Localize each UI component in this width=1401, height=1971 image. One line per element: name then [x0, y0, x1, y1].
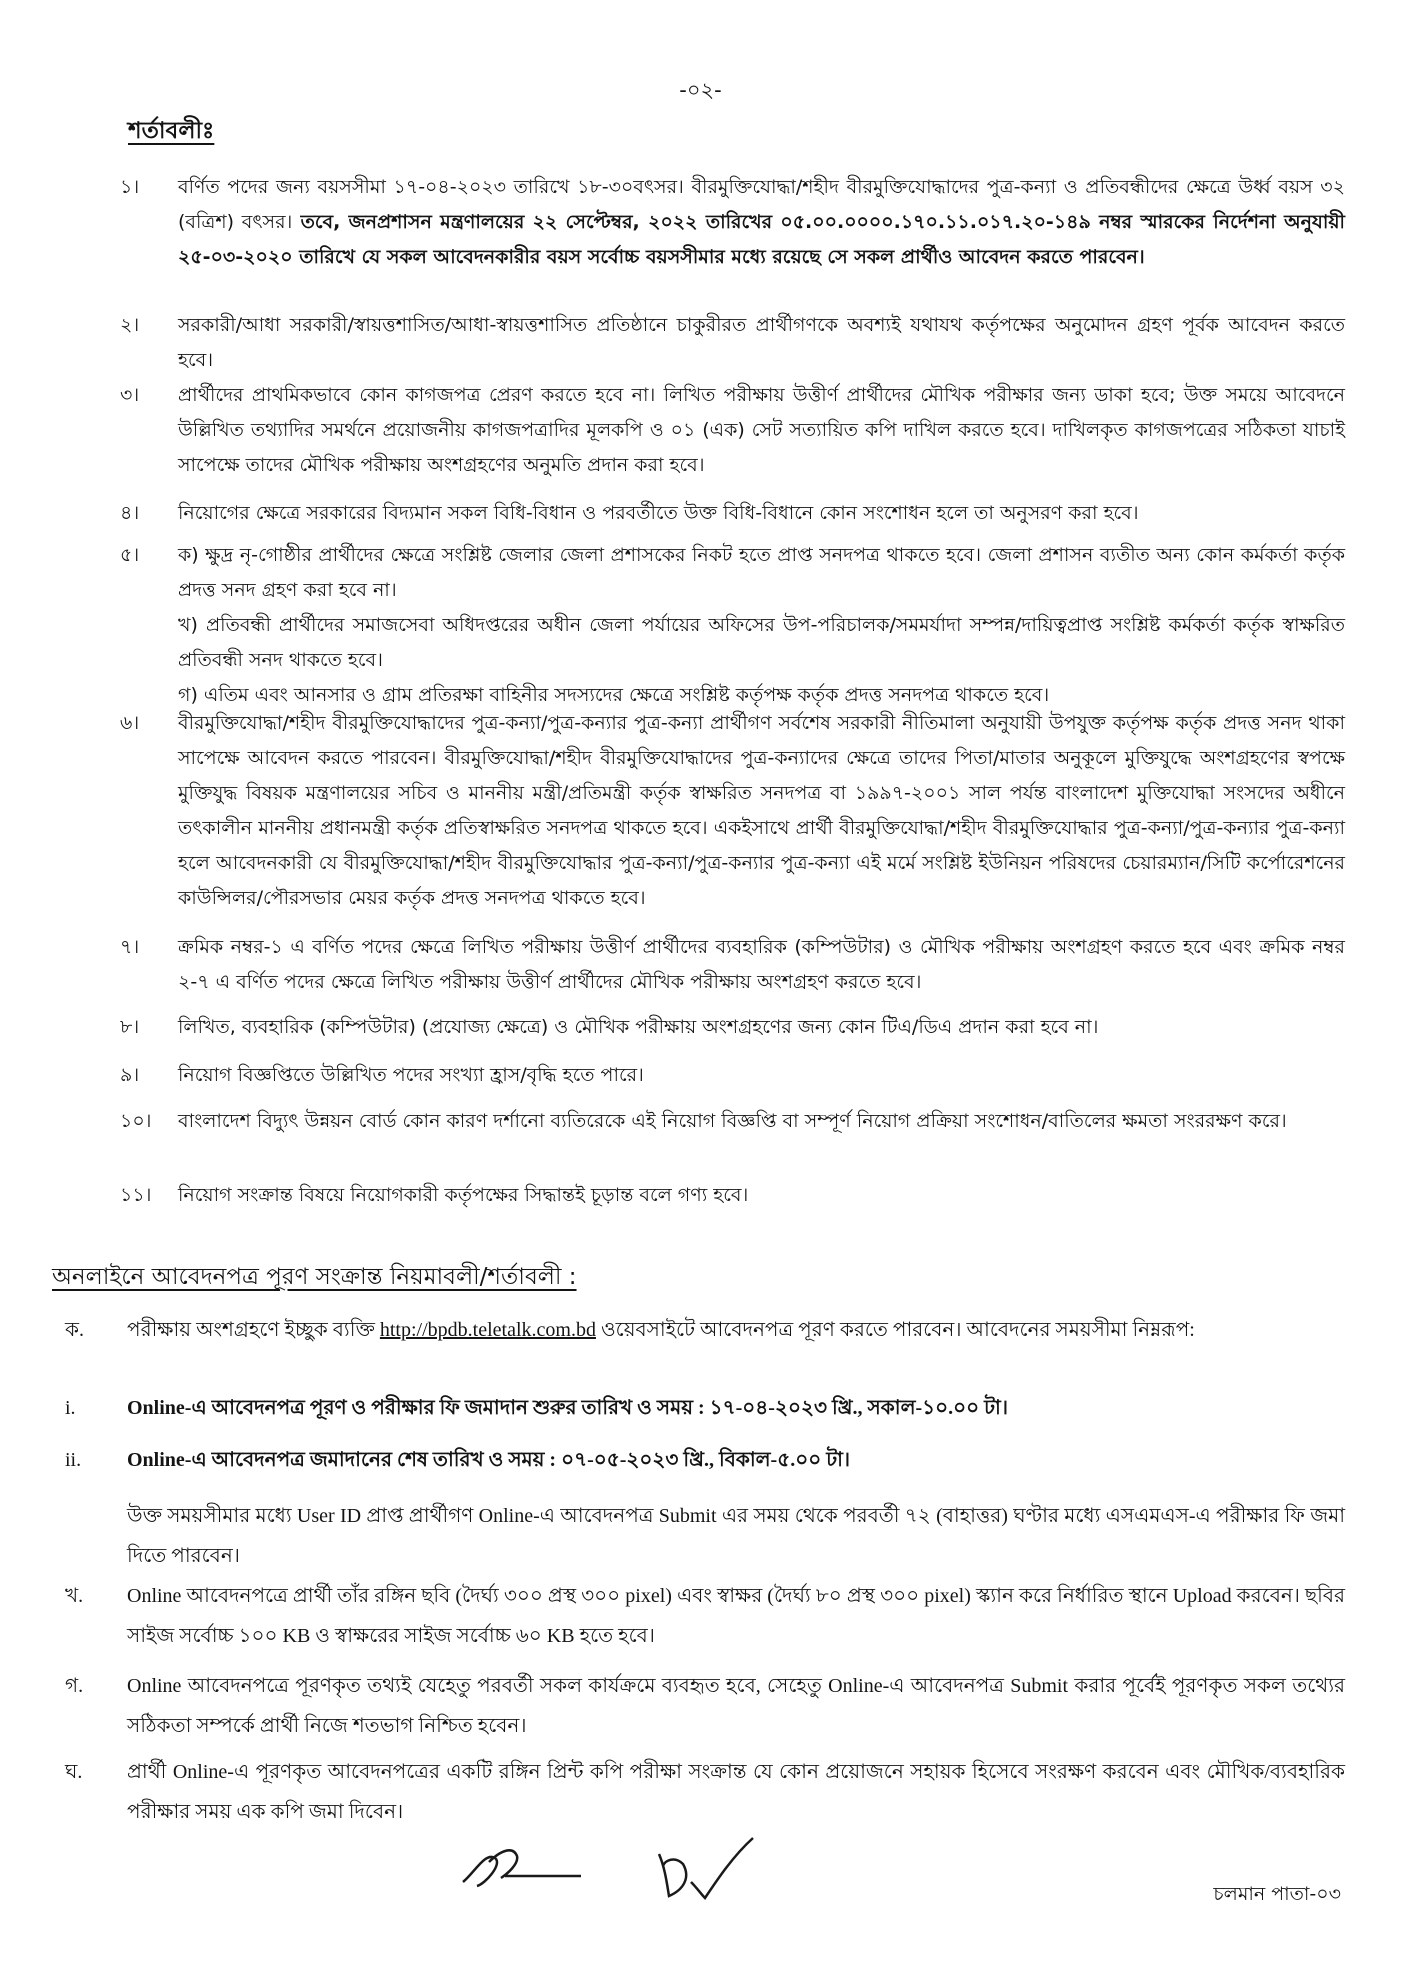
condition-number: ১। — [120, 176, 140, 198]
online-item — [65, 1666, 1345, 1746]
condition-text-bold: তবে, জনপ্রশাসন মন্ত্রণালয়ের ২২ সেপ্টেম্বর, ২০২২ তারিখের ০৫.০০.০০০০.১৭০.১১.০১৭.২০-১৪৯ নম্বর স্মারকের নির্দেশনা অনুযায়ী ২৫-০৩-২০২০ তারিখে যে সকল আবেদনকারীর বয়স সর্বোচ্চ বয়সসীমার মধ্যে রয়েছে সে সকল প্রার্থীও আবেদন করতে পারবেন। — [178, 211, 1345, 268]
condition-item — [120, 1058, 1345, 1093]
condition-text — [178, 538, 1345, 713]
condition-text: বীরমুক্তিযোদ্ধা/শহীদ বীরমুক্তিযোদ্ধাদের পুত্র-কন্যা/পুত্র-কন্যার পুত্র-কন্যা প্রার্থীগণ সর্বশেষ সরকারী নীতিমালা অনুযায়ী উপযুক্ত কর্তৃপক্ষ কর্তৃক প্রদত্ত সনদ থাকা সাপেক্ষে আবেদন করতে পারবেন। বীরমুক্তিযোদ্ধা/শহীদ বীরমুক্তিযোদ্ধাদের পুত্র-কন্যাদের ক্ষেত্রে তাদের পিতা/মাতার অনুকূলে মুক্তিযুদ্ধে অংশগ্রহণের স্বপক্ষে মুক্তিযুদ্ধ বিষয়ক মন্ত্রণালয়ের সচিব ও মাননীয় মন্ত্রী/প্রতিমন্ত্রী কর্তৃক স্বাক্ষরিত সনদপত্র বা ১৯৯৭-২০০১ সাল পর্যন্ত বাংলাদেশ মুক্তিযোদ্ধা সংসদের অধীনে তৎকালীন মাননীয় প্রধানমন্ত্রী কর্তৃক প্রতিস্বাক্ষরিত সনদপত্র থাকতে হবে। একইসাথে প্রার্থী বীরমুক্তিযোদ্ধা/শহীদ বীরমুক্তিযোদ্ধার পুত্র-কন্যা/পুত্র-কন্যার পুত্র-কন্যা হলে আবেদনকারী যে বীরমুক্তিযোদ্ধা/শহীদ বীরমুক্তিযোদ্ধার পুত্র-কন্যা/পুত্র-কন্যার পুত্র-কন্যা এই মর্মে সংশ্লিষ্ট ইউনিয়ন পরিষদের চেয়ারম্যান/সিটি কর্পোরেশনের কাউন্সিলর/পৌরসভার মেয়র কর্তৃক প্রদত্ত সনদপত্র থাকতে হবে। — [178, 712, 1345, 909]
website-link[interactable]: http://bpdb.teletalk.com.bd — [379, 1319, 596, 1341]
condition-text — [178, 170, 1345, 275]
online-item-marker: ii. — [65, 1449, 82, 1471]
online-item-text: Online-এ আবেদনপত্র পূরণ ও পরীক্ষার ফি জমাদান শুরুর তারিখ ও সময় : ১৭-০৪-২০২৩ খ্রি., সকাল-১০.০০ টা। — [127, 1397, 1008, 1419]
condition-number: ৬। — [120, 712, 140, 734]
condition-item — [120, 378, 1345, 483]
terms-heading: শর্তাবলীঃ — [128, 118, 215, 144]
online-item-marker: ঘ. — [65, 1761, 83, 1783]
condition-text: বাংলাদেশ বিদ্যুৎ উন্নয়ন বোর্ড কোন কারণ দর্শানো ব্যতিরেকে এই নিয়োগ বিজ্ঞপ্তি বা সম্পূর্ণ নিয়োগ প্রক্রিয়া সংশোধন/বাতিলের ক্ষমতা সংররক্ষণ করে। — [178, 1110, 1287, 1132]
condition-item — [120, 170, 1345, 275]
condition-number: ১১। — [120, 1184, 152, 1206]
condition-text: প্রার্থীদের প্রাথমিকভাবে কোন কাগজপত্র প্রেরণ করতে হবে না। লিখিত পরীক্ষায় উত্তীর্ণ প্রার্থীদের মৌখিক পরীক্ষার জন্য ডাকা হবে; উক্ত সময়ে আবেদনে উল্লিখিত তথ্যাদির সমর্থনে প্রয়োজনীয় কাগজপত্রাদির মূলকপি ও ০১ (এক) সেট সত্যায়িত কপি দাখিল করতে হবে। দাখিলকৃত কাগজপত্রের সঠিকতা যাচাই সাপেক্ষে তাদের মৌখিক পরীক্ষায় অংশগ্রহণের অনুমতি প্রদান করা হবে। — [178, 384, 1345, 476]
online-item-marker: i. — [65, 1397, 76, 1419]
online-item-text: Online-এ আবেদনপত্র জমাদানের শেষ তারিখ ও সময় : ০৭-০৫-২০২৩ খ্রি., বিকাল-৫.০০ টা। — [127, 1449, 851, 1471]
online-item-marker: খ. — [65, 1585, 84, 1607]
signature — [455, 1832, 595, 1902]
condition-subitem: খ) প্রতিবন্ধী প্রার্থীদের সমাজসেবা অধিদপ্তরের অধীন জেলা পর্যায়ের অফিসের উপ-পরিচালক/সমমর্যাদা সম্পন্ন/দায়িত্বপ্রাপ্ত সংশ্লিষ্ট কর্মকর্তা কর্তৃক স্বাক্ষরিত প্রতিবন্ধী সনদ থাকতে হবে। — [178, 614, 1345, 671]
condition-number: ৮। — [120, 1016, 140, 1038]
condition-number: ২। — [120, 314, 140, 336]
condition-text: নিয়োগ বিজ্ঞপ্তিতে উল্লিখিত পদের সংখ্যা হ্রাস/বৃদ্ধি হতে পারে। — [178, 1064, 644, 1086]
condition-item — [120, 706, 1345, 916]
online-item-text: উক্ত সময়সীমার মধ্যে User ID প্রাপ্ত প্রার্থীগণ Online-এ আবেদনপত্র Submit এর সময় থেকে পরবর্তী ৭২ (বাহাত্তর) ঘণ্টার মধ্যে এসএমএস-এ পরীক্ষার ফি জমা দিতে পারবেন। — [127, 1505, 1345, 1567]
condition-item — [120, 308, 1345, 378]
condition-subitem: গ) এতিম এবং আনসার ও গ্রাম প্রতিরক্ষা বাহিনীর সদস্যদের ক্ষেত্রে সংশ্লিষ্ট কর্তৃপক্ষ কর্তৃক প্রদত্ত সনদপত্র থাকতে হবে। — [178, 684, 1050, 706]
signature — [645, 1832, 765, 1907]
online-item — [65, 1440, 1345, 1480]
online-item-text-part: পরীক্ষায় অংশগ্রহণে ইচ্ছুক ব্যক্তি — [127, 1319, 380, 1341]
condition-number: ৫। — [120, 544, 140, 566]
page-number: -০২- — [679, 78, 722, 102]
online-item-text: Online আবেদনপত্রে পূরণকৃত তথ্যই যেহেতু পরবর্তী সকল কার্যক্রমে ব্যবহৃত হবে, সেহেতু Online-এ আবেদনপত্র Submit করার পূর্বেই পূরণকৃত সকল তথ্যের সঠিকতা সম্পর্কে প্রার্থী নিজে শতভাগ নিশ্চিত হবেন। — [127, 1675, 1345, 1737]
condition-text: ক্রমিক নম্বর-১ এ বর্ণিত পদের ক্ষেত্রে লিখিত পরীক্ষায় উত্তীর্ণ প্রার্থীদের ব্যবহারিক (কম্পিউটার) ও মৌখিক পরীক্ষায় অংশগ্রহণ করতে হবে এবং ক্রমিক নম্বর ২-৭ এ বর্ণিত পদের ক্ষেত্রে লিখিত পরীক্ষায় উত্তীর্ণ প্রার্থীদের মৌখিক পরীক্ষায় অংশগ্রহণ করতে হবে। — [178, 936, 1345, 993]
condition-number: ৭। — [120, 936, 140, 958]
online-item — [65, 1388, 1345, 1428]
condition-item — [120, 496, 1345, 531]
condition-number: ১০। — [120, 1110, 152, 1132]
online-item-marker — [65, 1496, 127, 1576]
condition-item — [120, 1010, 1345, 1045]
online-item — [65, 1576, 1345, 1656]
online-item-marker: ক. — [65, 1319, 84, 1341]
condition-item — [120, 930, 1345, 1000]
condition-number: ৯। — [120, 1064, 140, 1086]
condition-subitem: ক) ক্ষুদ্র নৃ-গোষ্ঠীর প্রার্থীদের ক্ষেত্রে সংশ্লিষ্ট জেলার জেলা প্রশাসকের নিকট হতে প্রাপ্ত সনদপত্র থাকতে হবে। জেলা প্রশাসন ব্যতীত অন্য কোন কর্মকর্তা কর্তৃক প্রদত্ত সনদ গ্রহণ করা হবে না। — [178, 544, 1345, 601]
online-heading: অনলাইনে আবেদনপত্র পূরণ সংক্রান্ত নিয়মাবলী/শর্তাবলী : — [52, 1264, 577, 1290]
condition-item — [120, 1104, 1345, 1139]
condition-text-regular: বর্ণিত পদের জন্য বয়সসীমা ১৭-০৪-২০২৩ তারিখে ১৮-৩০বৎসর। বীরমুক্তিযোদ্ধা/শহীদ বীরমুক্তিযোদ্ধাদের পুত্র-কন্যা ও প্রতিবন্ধীদের ক্ষেত্রে উর্ধ্ব বয়স ৩২ (বত্রিশ) বৎসর। — [178, 176, 1345, 233]
online-item-marker: গ. — [65, 1675, 84, 1697]
condition-text: সরকারী/আধা সরকারী/স্বায়ত্তশাসিত/আধা-স্বায়ত্তশাসিত প্রতিষ্ঠানে চাকুরীরত প্রার্থীগণকে অবশ্যই যথাযথ কর্তৃপক্ষের অনুমোদন গ্রহণ পূর্বক আবেদন করতে হবে। — [178, 314, 1345, 371]
online-item — [65, 1496, 1345, 1576]
online-item-text: প্রার্থী Online-এ পূরণকৃত আবেদনপত্রের একটি রঙ্গিন প্রিন্ট কপি পরীক্ষা সংক্রান্ত যে কোন প্রয়োজনে সহায়ক হিসেবে সংরক্ষণ করবেন এবং মৌখিক/ব্যবহারিক পরীক্ষার সময় এক কপি জমা দিবেন। — [127, 1761, 1345, 1823]
continuation-note: চলমান পাতা-০৩ — [1213, 1883, 1341, 1905]
condition-number: ৩। — [120, 384, 140, 406]
condition-text: লিখিত, ব্যবহারিক (কম্পিউটার) (প্রযোজ্য ক্ষেত্রে) ও মৌখিক পরীক্ষায় অংশগ্রহণের জন্য কোন টিএ/ডিএ প্রদান করা হবে না। — [178, 1016, 1099, 1038]
online-item — [65, 1310, 1345, 1350]
condition-item — [120, 1178, 1345, 1213]
condition-item — [120, 538, 1345, 713]
condition-text: নিয়োগ সংক্রান্ত বিষয়ে নিয়োগকারী কর্তৃপক্ষের সিদ্ধান্তই চূড়ান্ত বলে গণ্য হবে। — [178, 1184, 749, 1206]
condition-number: ৪। — [120, 502, 140, 524]
online-item-text — [127, 1310, 1345, 1350]
online-item — [65, 1752, 1345, 1832]
online-item-text: Online আবেদনপত্রে প্রার্থী তাঁর রঙ্গিন ছবি (দৈর্ঘ্য ৩০০ প্রস্থ ৩০০ pixel) এবং স্বাক্ষর (দৈর্ঘ্য ৮০ প্রস্থ ৩০০ pixel) স্ক্যান করে নির্ধারিত স্থানে Upload করবেন। ছবির সাইজ সর্বোচ্চ ১০০ KB ও স্বাক্ষরের সাইজ সর্বোচ্চ ৬০ KB হতে হবে। — [127, 1585, 1345, 1647]
online-item-text-part: ওয়েবসাইটে আবেদনপত্র পূরণ করতে পারবেন। আবেদনের সময়সীমা নিম্নরূপ: — [595, 1319, 1195, 1341]
condition-text: নিয়োগের ক্ষেত্রে সরকারের বিদ্যমান সকল বিধি-বিধান ও পরবর্তীতে উক্ত বিধি-বিধানে কোন সংশোধন হলে তা অনুসরণ করা হবে। — [178, 502, 1139, 524]
